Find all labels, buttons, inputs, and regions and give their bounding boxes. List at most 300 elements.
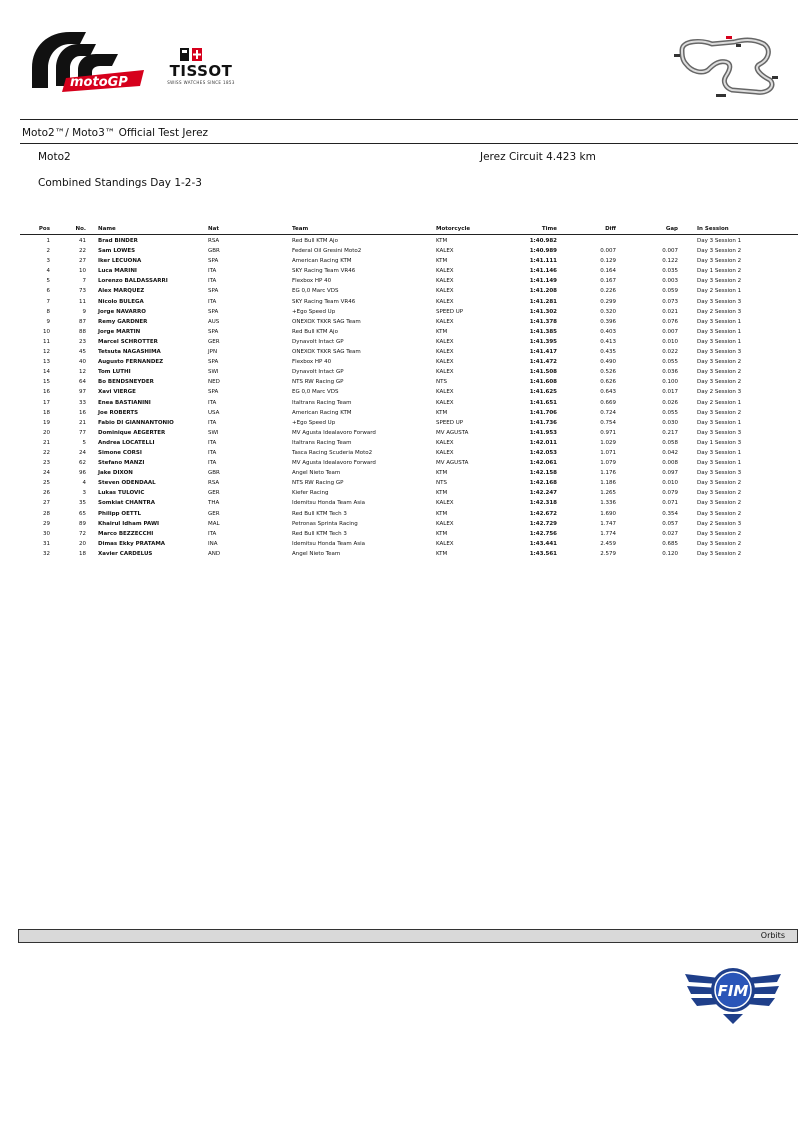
row-session: Day 3 Session 3	[697, 470, 742, 477]
table-row	[20, 519, 798, 529]
row-diff: 0.299	[600, 298, 616, 305]
table-header	[20, 225, 798, 235]
table-row	[20, 438, 798, 448]
row-motorcycle: KALEX	[436, 298, 454, 305]
row-lap-time: 1:42.729	[529, 520, 557, 527]
row-nationality: SPA	[208, 308, 219, 315]
row-session: Day 3 Session 1	[697, 338, 742, 345]
row-gap: 0.010	[662, 480, 678, 487]
row-lap-time: 1:42.756	[529, 530, 557, 537]
row-lap-time: 1:41.472	[529, 359, 557, 366]
row-lap-time: 1:41.146	[529, 268, 557, 275]
col-gap: Gap	[665, 226, 678, 232]
row-gap: 0.042	[662, 449, 678, 456]
row-gap: 0.007	[662, 248, 678, 255]
row-team: Red Bull KTM Tech 3	[292, 510, 347, 517]
row-session: Day 3 Session 2	[697, 248, 742, 255]
row-motorcycle: NTS	[436, 379, 447, 386]
row-team: EG 0,0 Marc VDS	[292, 389, 339, 396]
row-nationality: ITA	[208, 449, 217, 456]
row-motorcycle: KALEX	[436, 338, 454, 345]
row-motorcycle: KALEX	[436, 248, 454, 255]
row-team: NTS RW Racing GP	[292, 379, 344, 386]
row-lap-time: 1:42.247	[529, 490, 557, 497]
table-row	[20, 256, 798, 266]
row-diff: 0.164	[600, 268, 616, 275]
table-row	[20, 418, 798, 428]
row-gap: 0.008	[662, 460, 678, 467]
row-nationality: ITA	[208, 298, 217, 305]
title-rule	[20, 143, 798, 144]
row-lap-time: 1:41.378	[529, 318, 557, 325]
row-rider-name: Marco BEZZECCHI	[98, 530, 154, 537]
row-number: 33	[79, 399, 86, 406]
row-motorcycle: KALEX	[436, 449, 454, 456]
row-lap-time: 1:43.561	[529, 550, 557, 557]
row-rider-name: Iker LECUONA	[98, 258, 142, 265]
row-rider-name: Tom LUTHI	[98, 369, 131, 376]
row-lap-time: 1:41.508	[529, 369, 557, 376]
row-diff: 0.320	[600, 308, 616, 315]
table-row	[20, 266, 798, 276]
row-rider-name: Fabio DI GIANNANTONIO	[98, 419, 174, 426]
row-number: 62	[79, 460, 86, 467]
row-lap-time: 1:41.706	[529, 409, 557, 416]
row-rider-name: Nicolo BULEGA	[98, 298, 144, 305]
row-session: Day 3 Session 2	[697, 480, 742, 487]
table-row	[20, 286, 798, 296]
col-no: No.	[75, 226, 86, 232]
row-lap-time: 1:41.417	[529, 349, 557, 356]
row-diff: 0.167	[600, 278, 616, 285]
row-diff: 1.029	[600, 439, 616, 446]
row-diff: 0.435	[600, 349, 616, 356]
row-diff: 0.226	[600, 288, 616, 295]
row-lap-time: 1:41.608	[529, 379, 557, 386]
row-number: 72	[79, 530, 86, 537]
table-row	[20, 246, 798, 256]
row-diff: 1.774	[600, 530, 616, 537]
table-row	[20, 357, 798, 367]
row-session: Day 1 Session 3	[697, 439, 742, 446]
row-team: SKY Racing Team VR46	[292, 268, 356, 275]
row-pos: 1	[46, 238, 50, 244]
row-diff: 1.176	[600, 470, 616, 477]
standings-table	[20, 236, 798, 559]
row-lap-time: 1:41.149	[529, 278, 557, 285]
row-nationality: ITA	[208, 399, 217, 406]
row-pos: 22	[43, 449, 50, 456]
row-pos: 15	[43, 379, 50, 386]
row-rider-name: Alex MARQUEZ	[98, 288, 145, 295]
row-motorcycle: KALEX	[436, 439, 454, 446]
row-pos: 20	[43, 429, 50, 436]
row-lap-time: 1:40.982	[529, 238, 557, 244]
row-motorcycle: KTM	[436, 258, 448, 265]
row-lap-time: 1:41.625	[529, 389, 557, 396]
row-rider-name: Xavier CARDELUS	[98, 550, 153, 557]
row-gap: 0.027	[662, 530, 678, 537]
row-gap: 0.021	[662, 308, 678, 315]
row-motorcycle: KALEX	[436, 288, 454, 295]
row-rider-name: Marcel SCHROTTER	[98, 338, 158, 345]
row-session: Day 2 Session 1	[697, 288, 742, 295]
row-team: Petronas Sprinta Racing	[292, 520, 358, 527]
row-lap-time: 1:40.989	[529, 248, 557, 255]
row-session: Day 3 Session 2	[697, 409, 742, 416]
row-lap-time: 1:41.651	[529, 399, 557, 406]
row-pos: 29	[43, 520, 50, 527]
row-gap: 0.122	[662, 258, 678, 265]
row-gap: 0.035	[662, 268, 678, 275]
row-rider-name: Andrea LOCATELLI	[98, 439, 155, 446]
row-session: Day 3 Session 3	[697, 429, 742, 436]
row-team: MV Agusta Idealavoro Forward	[292, 460, 376, 467]
row-pos: 5	[46, 278, 50, 285]
row-pos: 11	[43, 338, 50, 345]
row-pos: 19	[43, 419, 50, 426]
row-nationality: USA	[208, 409, 220, 416]
row-nationality: ITA	[208, 460, 217, 467]
row-session: Day 3 Session 2	[697, 379, 742, 386]
row-session: Day 3 Session 2	[697, 369, 742, 376]
row-pos: 25	[43, 480, 50, 487]
row-nationality: GBR	[208, 248, 220, 255]
row-number: 97	[79, 389, 86, 396]
row-team: Italtrans Racing Team	[292, 399, 352, 406]
row-pos: 10	[43, 328, 50, 335]
row-diff: 0.526	[600, 369, 616, 376]
row-team: EG 0,0 Marc VDS	[292, 288, 339, 295]
row-rider-name: Xavi VIERGE	[98, 389, 136, 396]
row-gap: 0.055	[662, 409, 678, 416]
row-nationality: NED	[208, 379, 220, 386]
table-row	[20, 549, 798, 559]
sponsor-name: TISSOT	[169, 62, 233, 80]
row-diff: 1.186	[600, 480, 616, 487]
row-nationality: GBR	[208, 470, 220, 477]
row-team: American Racing KTM	[292, 258, 352, 265]
row-pos: 9	[46, 318, 50, 325]
row-gap: 0.022	[662, 349, 678, 356]
row-lap-time: 1:41.111	[529, 258, 557, 265]
row-gap: 0.217	[662, 429, 678, 436]
motogp-logo	[26, 28, 152, 94]
row-gap: 0.036	[662, 369, 678, 376]
col-diff: Diff	[605, 226, 616, 232]
row-nationality: SPA	[208, 258, 219, 265]
row-team: Red Bull KTM Ajo	[292, 238, 338, 244]
brand-wordmark: motoGP	[70, 75, 128, 90]
row-session: Day 3 Session 1	[697, 460, 742, 467]
circuit-label: Jerez Circuit 4.423 km	[480, 151, 596, 163]
table-row	[20, 498, 798, 508]
row-diff: 2.579	[600, 550, 616, 557]
table-row	[20, 337, 798, 347]
row-lap-time: 1:41.281	[529, 298, 557, 305]
col-motorcycle: Motorcycle	[436, 226, 471, 232]
row-diff: 0.626	[600, 379, 616, 386]
row-number: 7	[82, 278, 86, 285]
row-nationality: GER	[208, 338, 220, 345]
row-number: 89	[79, 520, 86, 527]
row-pos: 3	[46, 258, 50, 265]
fim-wordmark: FIM	[717, 982, 749, 1000]
row-pos: 26	[43, 490, 50, 497]
row-diff: 1.079	[600, 460, 616, 467]
row-diff: 0.669	[600, 399, 616, 406]
row-motorcycle: SPEED UP	[436, 419, 464, 426]
row-diff: 2.459	[600, 540, 616, 547]
row-session: Day 3 Session 1	[697, 238, 742, 244]
row-gap: 0.010	[662, 338, 678, 345]
row-number: 77	[79, 429, 86, 436]
row-team: Red Bull KTM Ajo	[292, 328, 338, 335]
table-row	[20, 276, 798, 286]
row-lap-time: 1:42.061	[529, 460, 557, 467]
row-session: Day 3 Session 2	[697, 540, 742, 547]
col-name: Name	[98, 226, 116, 232]
table-row	[20, 488, 798, 498]
row-pos: 17	[43, 399, 50, 406]
row-gap: 0.100	[662, 379, 678, 386]
row-motorcycle: KTM	[436, 550, 448, 557]
row-gap: 0.003	[662, 278, 678, 285]
row-diff: 0.129	[600, 258, 616, 265]
row-team: +Ego Speed Up	[292, 419, 336, 426]
row-motorcycle: KALEX	[436, 540, 454, 547]
row-nationality: MAL	[208, 520, 220, 527]
row-motorcycle: KALEX	[436, 318, 454, 325]
row-number: 23	[79, 338, 86, 345]
row-pos: 7	[46, 298, 50, 305]
row-lap-time: 1:41.395	[529, 338, 557, 345]
row-session: Day 3 Session 1	[697, 449, 742, 456]
row-team: SKY Racing Team VR46	[292, 298, 356, 305]
row-nationality: THA	[208, 500, 220, 507]
row-diff: 0.396	[600, 318, 616, 325]
row-pos: 16	[43, 389, 50, 396]
row-team: Tasca Racing Scuderia Moto2	[292, 449, 373, 456]
row-number: 18	[79, 550, 86, 557]
row-gap: 0.079	[662, 490, 678, 497]
row-number: 27	[79, 258, 86, 265]
row-pos: 30	[43, 530, 50, 537]
row-number: 35	[79, 500, 86, 507]
row-team: Dynavolt Intact GP	[292, 338, 344, 345]
row-number: 4	[82, 480, 86, 487]
row-diff: 1.265	[600, 490, 616, 497]
row-rider-name: Khairul Idham PAWI	[98, 520, 160, 527]
category-label: Moto2	[38, 151, 71, 163]
row-team: NTS RW Racing GP	[292, 480, 344, 487]
row-gap: 0.030	[662, 419, 678, 426]
table-row	[20, 236, 798, 246]
row-rider-name: Remy GARDNER	[98, 318, 148, 325]
row-session: Day 3 Session 1	[697, 419, 742, 426]
row-number: 9	[82, 308, 86, 315]
table-row	[20, 529, 798, 539]
row-pos: 8	[46, 308, 50, 315]
row-number: 88	[79, 328, 86, 335]
row-diff: 1.336	[600, 500, 616, 507]
row-session: Day 2 Session 3	[697, 520, 742, 527]
row-session: Day 3 Session 2	[697, 500, 742, 507]
table-row	[20, 347, 798, 357]
row-session: Day 3 Session 2	[697, 258, 742, 265]
timing-provider: Orbits	[760, 931, 785, 940]
row-session: Day 3 Session 2	[697, 278, 742, 285]
row-session: Day 2 Session 1	[697, 399, 742, 406]
row-diff: 0.754	[600, 419, 616, 426]
row-nationality: ITA	[208, 268, 217, 275]
row-rider-name: Augusto FERNANDEZ	[98, 359, 164, 366]
row-rider-name: Sam LOWES	[98, 248, 136, 255]
row-lap-time: 1:41.208	[529, 288, 557, 295]
row-rider-name: Simone CORSI	[98, 449, 142, 456]
row-gap: 0.097	[662, 470, 678, 477]
row-rider-name: Dominique AEGERTER	[98, 429, 166, 436]
row-rider-name: Tetsuta NAGASHIMA	[98, 349, 161, 356]
table-row	[20, 327, 798, 337]
row-team: Flexbox HP 40	[292, 359, 332, 366]
table-row	[20, 509, 798, 519]
row-rider-name: Lorenzo BALDASSARRI	[98, 278, 168, 285]
row-nationality: SPA	[208, 328, 219, 335]
row-rider-name: Joe ROBERTS	[98, 409, 139, 416]
row-team: Red Bull KTM Tech 3	[292, 530, 347, 537]
row-diff: 0.490	[600, 359, 616, 366]
row-diff: 0.971	[600, 429, 616, 436]
row-team: ONEXOX TKKR SAG Team	[292, 318, 361, 325]
col-nat: Nat	[208, 226, 219, 232]
row-number: 40	[79, 359, 86, 366]
row-nationality: ITA	[208, 530, 217, 537]
row-number: 5	[82, 439, 86, 446]
row-motorcycle: MV AGUSTA	[436, 429, 469, 436]
row-lap-time: 1:41.302	[529, 308, 557, 315]
row-gap: 0.058	[662, 439, 678, 446]
row-motorcycle: KALEX	[436, 520, 454, 527]
row-team: Dynavolt Intact GP	[292, 369, 344, 376]
row-motorcycle: KALEX	[436, 500, 454, 507]
row-session: Day 2 Session 3	[697, 308, 742, 315]
row-rider-name: Steven ODENDAAL	[98, 480, 156, 487]
row-rider-name: Stefano MANZI	[98, 460, 145, 467]
table-row	[20, 377, 798, 387]
table-row	[20, 458, 798, 468]
row-number: 41	[79, 238, 86, 244]
row-rider-name: Somkiat CHANTRA	[98, 500, 156, 507]
table-row	[20, 478, 798, 488]
row-rider-name: Bo BENDSNEYDER	[98, 379, 154, 386]
row-nationality: SPA	[208, 288, 219, 295]
row-motorcycle: NTS	[436, 480, 447, 487]
row-number: 11	[79, 298, 86, 305]
row-session: Day 3 Session 2	[697, 359, 742, 366]
row-gap: 0.071	[662, 500, 678, 507]
row-session: Day 3 Session 2	[697, 510, 742, 517]
table-row	[20, 297, 798, 307]
row-lap-time: 1:42.158	[529, 470, 557, 477]
col-team: Team	[292, 226, 309, 232]
event-title: Moto2™/ Moto3™ Official Test Jerez	[22, 127, 209, 139]
footer-bar	[18, 929, 798, 943]
row-diff: 0.413	[600, 338, 616, 345]
row-pos: 27	[43, 500, 50, 507]
row-team: Angel Nieto Team	[292, 470, 341, 477]
row-number: 16	[79, 409, 86, 416]
row-motorcycle: KALEX	[436, 349, 454, 356]
row-nationality: GER	[208, 490, 220, 497]
swiss-cross-icon	[180, 48, 202, 61]
row-team: Flexbox HP 40	[292, 278, 332, 285]
row-gap: 0.057	[662, 520, 678, 527]
row-gap: 0.120	[662, 550, 678, 557]
row-motorcycle: KALEX	[436, 389, 454, 396]
row-nationality: SWI	[208, 429, 219, 436]
row-session: Day 3 Session 2	[697, 530, 742, 537]
row-team: +Ego Speed Up	[292, 308, 336, 315]
row-lap-time: 1:42.168	[529, 480, 557, 487]
row-number: 87	[79, 318, 86, 325]
row-nationality: SWI	[208, 369, 219, 376]
row-team: Italtrans Racing Team	[292, 439, 352, 446]
row-number: 24	[79, 449, 86, 456]
row-session: Day 1 Session 2	[697, 268, 742, 275]
row-motorcycle: KTM	[436, 328, 448, 335]
row-pos: 13	[43, 359, 50, 366]
row-diff: 0.007	[600, 248, 616, 255]
row-pos: 23	[43, 460, 50, 467]
row-nationality: AND	[208, 550, 221, 557]
row-motorcycle: KALEX	[436, 369, 454, 376]
row-pos: 18	[43, 409, 50, 416]
row-motorcycle: SPEED UP	[436, 308, 464, 315]
row-diff: 1.747	[600, 520, 616, 527]
row-lap-time: 1:41.736	[529, 419, 557, 426]
row-team: Federal Oil Gresini Moto2	[292, 248, 362, 255]
row-team: Kiefer Racing	[292, 490, 329, 497]
row-gap: 0.073	[662, 298, 678, 305]
row-gap: 0.685	[662, 540, 678, 547]
row-session: Day 3 Session 3	[697, 349, 742, 356]
row-number: 21	[79, 419, 86, 426]
row-motorcycle: KTM	[436, 530, 448, 537]
row-gap: 0.055	[662, 359, 678, 366]
row-motorcycle: KTM	[436, 470, 448, 477]
row-session: Day 3 Session 3	[697, 298, 742, 305]
row-motorcycle: KALEX	[436, 278, 454, 285]
table-row	[20, 307, 798, 317]
table-row	[20, 539, 798, 549]
sponsor-tagline: SWISS WATCHES SINCE 1853	[167, 80, 235, 85]
row-nationality: SPA	[208, 389, 219, 396]
row-pos: 4	[46, 268, 50, 275]
row-gap: 0.017	[662, 389, 678, 396]
row-session: Day 2 Session 3	[697, 389, 742, 396]
row-rider-name: Dimas Ekky PRATAMA	[98, 540, 166, 547]
row-lap-time: 1:43.441	[529, 540, 557, 547]
row-rider-name: Lukas TULOVIC	[98, 490, 145, 497]
row-nationality: AUS	[208, 318, 220, 325]
row-rider-name: Enea BASTIANINI	[98, 399, 151, 406]
row-lap-time: 1:42.011	[529, 439, 557, 446]
table-row	[20, 468, 798, 478]
tissot-logo	[161, 48, 241, 86]
row-session: Day 3 Session 2	[697, 490, 742, 497]
row-number: 12	[79, 369, 86, 376]
